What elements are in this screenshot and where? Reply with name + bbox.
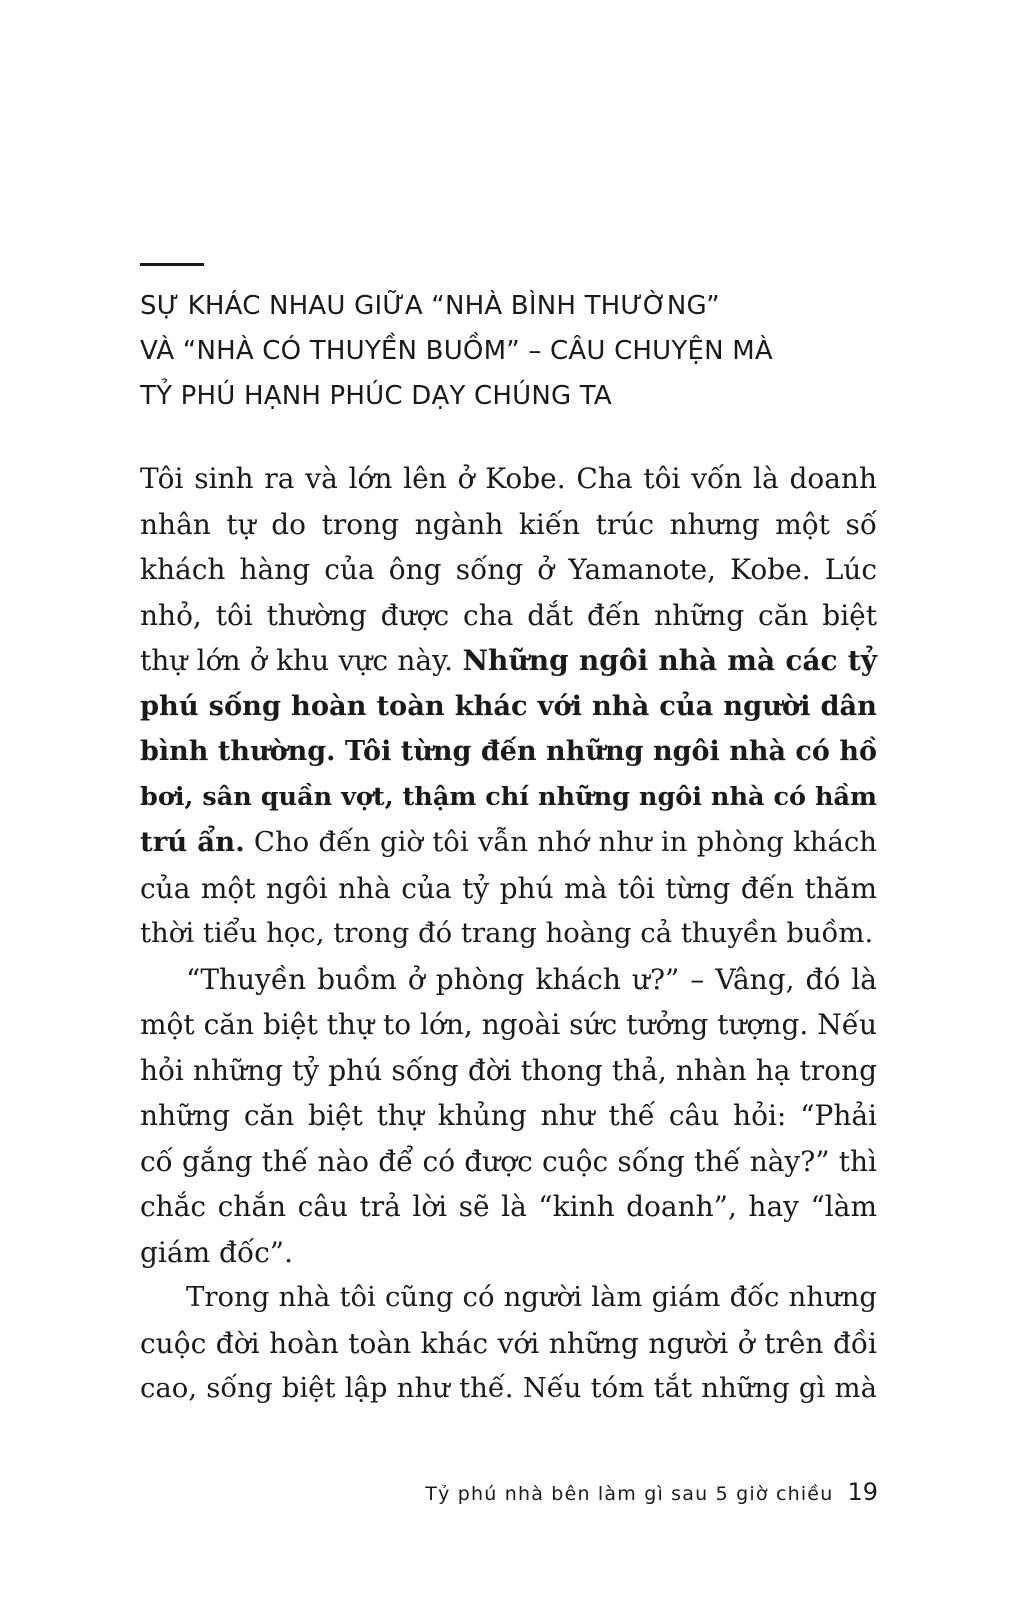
text-run: Cho đến giờ tôi vẫn nhớ như in phòng khách bbox=[244, 826, 877, 858]
text-line: cuộc đời hoàn toàn khác với những người ở trên đồi bbox=[140, 1326, 877, 1360]
body-text bbox=[140, 456, 877, 1412]
text-line: một căn biệt thự to lớn, ngoài sức tưởng tượng. Nếu bbox=[140, 1008, 877, 1041]
text-line: những căn biệt thự khủng như thế câu hỏi: “Phải bbox=[140, 1099, 877, 1132]
heading-line: TỶ PHÚ HẠNH PHÚC DẠY CHÚNG TA bbox=[140, 381, 612, 411]
heading-line: SỰ KHÁC NHAU GIỮA “NHÀ BÌNH THƯỜNG” bbox=[140, 291, 720, 321]
text-line: cao, sống biệt lập như thế. Nếu tóm tắt những gì mà bbox=[140, 1372, 877, 1404]
text-line: hỏi những tỷ phú sống đời thong thả, nhàn hạ trong bbox=[140, 1053, 877, 1087]
text-line bbox=[140, 820, 877, 866]
text-line: nhân tự do trong ngành kiến trúc nhưng một số bbox=[140, 507, 877, 541]
bold-text-run: Những ngôi nhà mà các tỷ bbox=[462, 644, 877, 677]
heading-line: VÀ “NHÀ CÓ THUYỀN BUỒM” – CÂU CHUYỆN MÀ bbox=[140, 336, 773, 366]
text-line: thời tiểu học, trong đó trang hoàng cả thuyền buồm. bbox=[140, 917, 874, 949]
text-line: cố gắng thế nào để có được cuộc sống thế này?” thì bbox=[140, 1144, 877, 1178]
text-line: nhỏ, tôi thường được cha dắt đến những căn biệt bbox=[140, 598, 877, 632]
section-heading bbox=[140, 284, 900, 419]
section-rule bbox=[140, 263, 204, 266]
text-line: khách hàng của ông sống ở Yamanote, Kobe. Lúc bbox=[140, 553, 877, 586]
text-line: Tôi sinh ra và lớn lên ở Kobe. Cha tôi vốn là doanh bbox=[140, 462, 877, 495]
text-line: “Thuyền buồm ở phòng khách ư?” – Vâng, đó là bbox=[186, 962, 877, 996]
page-number: 19 bbox=[847, 1478, 878, 1506]
text-line: của một ngôi nhà của tỷ phú mà tôi từng đến thăm bbox=[140, 871, 877, 905]
running-footer bbox=[425, 1478, 878, 1506]
bold-text-line: phú sống hoàn toàn khác với nhà của người dân bbox=[140, 689, 877, 722]
text-line: chắc chắn câu trả lời sẽ là “kinh doanh”, hay “làm bbox=[140, 1190, 877, 1223]
text-line: Trong nhà tôi cũng có người làm giám đốc nhưng bbox=[186, 1281, 877, 1313]
text-line bbox=[140, 638, 877, 684]
bold-text-line: bình thường. Tôi từng đến những ngôi nhà có hồ bbox=[140, 736, 877, 767]
text-run: thự lớn ở khu vực này. bbox=[140, 644, 463, 677]
bold-text-run: trú ẩn. bbox=[140, 826, 245, 858]
text-line: giám đốc”. bbox=[140, 1235, 293, 1269]
running-title: Tỷ phú nhà bên làm gì sau 5 giờ chiều bbox=[425, 1483, 834, 1505]
bold-text-line: bơi, sân quần vợt, thậm chí những ngôi nhà có hầm bbox=[140, 781, 877, 812]
